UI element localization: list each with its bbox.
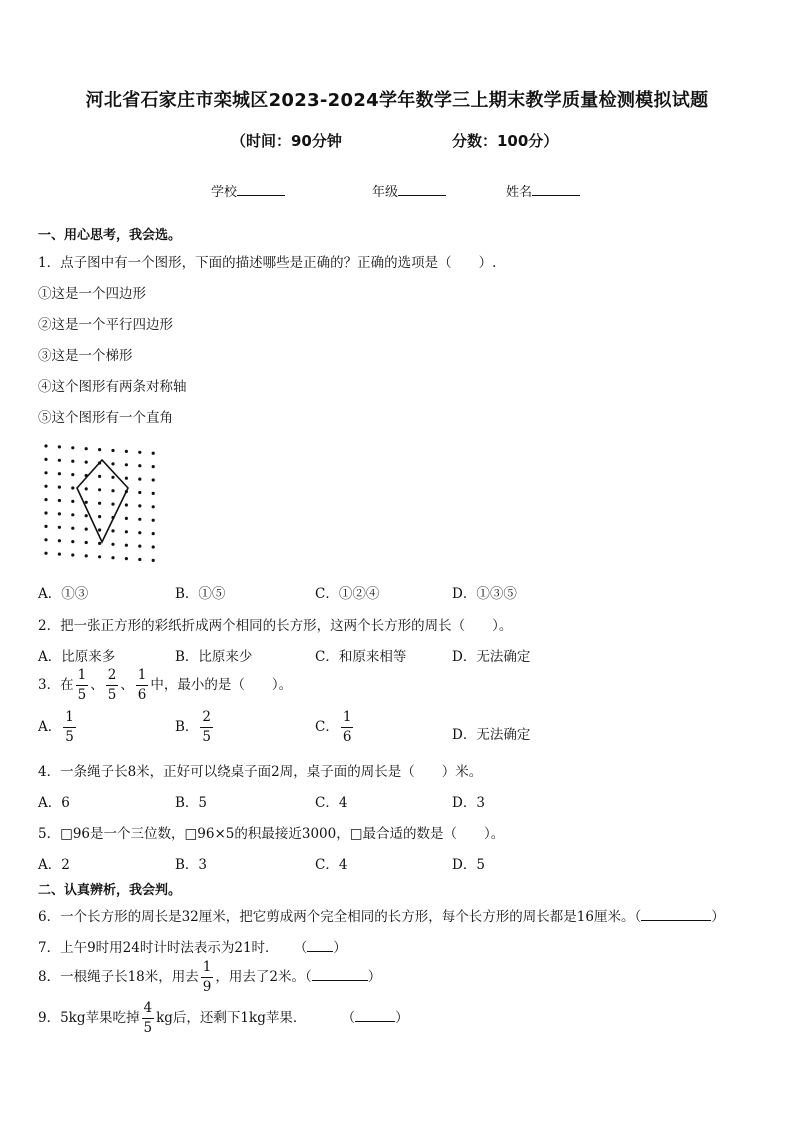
school-label: 学校 [211, 185, 238, 200]
q3-option-a-fraction: $\frac{1}{5}$ [65, 709, 74, 745]
grid-dot [58, 459, 61, 462]
q6-text: 6．一个长方形的周长是32厘米，把它剪成两个完全相同的长方形，每个长方形的周长都是16厘米。 [38, 909, 635, 925]
q1-option-c[interactable]: C．①②④ [315, 586, 380, 602]
grid-dot [85, 501, 88, 504]
q8-stem [38, 961, 381, 994]
grid-dot [44, 444, 47, 447]
q1-option-d[interactable]: D．①③⑤ [452, 586, 517, 602]
grid-dot [85, 447, 88, 450]
exam-time: （时间：90分钟 [231, 132, 342, 150]
grid-dot [138, 531, 141, 534]
q3-option-c-fraction: $\frac{1}{6}$ [342, 709, 352, 745]
grid-dot [71, 500, 74, 503]
grid-dot [98, 515, 101, 518]
grid-dot [71, 460, 74, 463]
grid-dot [58, 499, 61, 502]
grid-dot [85, 528, 88, 531]
q7-stem [38, 936, 347, 956]
grid-dot [125, 477, 128, 480]
grid-dot [44, 525, 47, 528]
grid-dot [44, 538, 47, 541]
q3-option-b[interactable] [175, 711, 215, 744]
q3-prefix: 3．在 [38, 677, 74, 693]
grid-dot [125, 450, 128, 453]
q9-fraction: $\frac{4}{5}$ [143, 1000, 153, 1036]
q9-stem [38, 1002, 409, 1035]
q1-statement-1: ①这是一个四边形 [38, 286, 146, 302]
section1-heading: 一、用心思考，我会选。 [38, 228, 182, 243]
q1-statement-2: ②这是一个平行四边形 [38, 317, 173, 333]
grid-dot [98, 542, 101, 545]
grid-dot [85, 487, 88, 490]
grid-dot [152, 505, 155, 508]
option-label: A． [38, 719, 62, 735]
grid-dot [111, 449, 114, 452]
q5-option-c[interactable]: C．4 [315, 857, 348, 873]
grid-dot [152, 492, 155, 495]
section2-heading: 二、认真辨析，我会判。 [38, 883, 182, 898]
q1-statement-4: ④这个图形有两条对称轴 [38, 379, 187, 395]
q3-option-d[interactable]: D．无法确定 [452, 727, 531, 743]
grid-dot [152, 559, 155, 562]
name-label: 姓名 [506, 185, 533, 200]
q1-option-b[interactable]: B．①⑤ [175, 586, 226, 602]
grid-dot [71, 553, 74, 556]
school-blank[interactable] [237, 183, 285, 196]
option-label: C． [315, 719, 339, 735]
grade-label: 年级 [372, 185, 399, 200]
q1-option-a[interactable]: A．①③ [38, 586, 89, 602]
name-blank[interactable] [532, 183, 580, 196]
q9-prefix: 9．5kg苹果吃掉 [38, 1010, 140, 1026]
grid-dot [44, 485, 47, 488]
q1-stem: 1．点子图中有一个图形，下面的描述哪些是正确的？正确的选项是（ ）. [38, 255, 497, 271]
separator: 、 [90, 677, 104, 693]
grid-dot [111, 489, 114, 492]
grid-dot [152, 478, 155, 481]
grid-dot [58, 526, 61, 529]
grid-dot [85, 514, 88, 517]
option-label: B． [175, 719, 199, 735]
grade-field[interactable] [372, 181, 446, 200]
grid-dot [58, 486, 61, 489]
q3-fraction-1: $\frac{1}{5}$ [77, 667, 87, 703]
grid-dot [152, 465, 155, 468]
q3-option-a[interactable] [38, 711, 78, 744]
grid-dot [111, 556, 114, 559]
grid-dot [44, 458, 47, 461]
q5-option-d[interactable]: D．5 [452, 857, 485, 873]
grid-dot [58, 553, 61, 556]
grid-dot [111, 529, 114, 532]
q8-answer-blank[interactable]: （ ） [304, 969, 382, 985]
separator: 、 [120, 677, 134, 693]
grid-dot [125, 517, 128, 520]
grid-dot [85, 541, 88, 544]
grid-dot [152, 532, 155, 535]
q3-option-c[interactable] [315, 711, 355, 744]
grade-blank[interactable] [398, 183, 446, 196]
q1-statement-5: ⑤这个图形有一个直角 [38, 410, 173, 426]
page-title: 河北省石家庄市栾城区2023-2024学年数学三上期末教学质量检测模拟试题 [85, 90, 709, 111]
grid-dot [85, 461, 88, 464]
grid-dot [138, 478, 141, 481]
q9-answer-blank[interactable]: （ ） [348, 1010, 409, 1026]
q2-option-c[interactable]: C．和原来相等 [315, 649, 407, 665]
q2-option-d[interactable]: D．无法确定 [452, 649, 531, 665]
q9-suffix: kg后，还剩下1kg苹果． [156, 1010, 307, 1026]
grid-dot [98, 475, 101, 478]
q3-fraction-3: $\frac{1}{6}$ [137, 667, 147, 703]
grid-dot [71, 486, 74, 489]
q6-stem [38, 905, 725, 925]
grid-dot [98, 528, 101, 531]
grid-dot [138, 451, 141, 454]
grid-dot [138, 464, 141, 467]
grid-dot [71, 540, 74, 543]
grid-dot [125, 530, 128, 533]
grid-dot [71, 527, 74, 530]
school-field[interactable] [211, 181, 285, 200]
grid-dot [138, 504, 141, 507]
q5-option-a[interactable]: A．2 [38, 857, 70, 873]
q8-suffix: ，用去了2米。 [215, 969, 305, 985]
q8-fraction: $\frac{1}{9}$ [202, 959, 212, 995]
q7-answer-blank[interactable]: （ ） [300, 940, 347, 956]
grid-dot [58, 512, 61, 515]
grid-dot [138, 491, 141, 494]
kite-shape [77, 460, 128, 542]
q4-option-d[interactable]: D．3 [452, 795, 485, 811]
grid-dot [125, 544, 128, 547]
grid-dot [44, 471, 47, 474]
grid-dot [152, 545, 155, 548]
q3-option-b-fraction: $\frac{2}{5}$ [202, 709, 212, 745]
q2-stem: 2．把一张正方形的彩纸折成两个相同的长方形，这两个长方形的周长（ ）。 [38, 618, 513, 634]
grid-dot [58, 472, 61, 475]
q3-stem [38, 669, 292, 702]
grid-dot [85, 554, 88, 557]
grid-dot [98, 555, 101, 558]
grid-dot [44, 498, 47, 501]
grid-dot [111, 543, 114, 546]
q2-option-b[interactable]: B．比原来少 [175, 649, 253, 665]
grid-dot [71, 513, 74, 516]
grid-dot [111, 462, 114, 465]
grid-dot [58, 445, 61, 448]
q4-option-b[interactable]: B．5 [175, 795, 208, 811]
q3-fraction-2: $\frac{2}{5}$ [107, 667, 117, 703]
grid-dot [125, 463, 128, 466]
q6-answer-blank[interactable]: （ ） [634, 909, 725, 925]
grid-dot [111, 476, 114, 479]
grid-dot [98, 502, 101, 505]
grid-dot [125, 557, 128, 560]
q4-option-a[interactable]: A．6 [38, 795, 70, 811]
grid-dot [98, 488, 101, 491]
dot-grid-figure [40, 440, 160, 565]
grid-dot [98, 448, 101, 451]
grid-dot [44, 552, 47, 555]
grid-dot [138, 545, 141, 548]
q8-prefix: 8．一根绳子长18米，用去 [38, 969, 199, 985]
grid-dot [44, 511, 47, 514]
q5-option-b[interactable]: B．3 [175, 857, 208, 873]
grid-dot [138, 518, 141, 521]
grid-dot [71, 446, 74, 449]
grid-dot [152, 519, 155, 522]
exam-score: 分数：100分） [452, 132, 559, 150]
grid-dot [71, 473, 74, 476]
name-field[interactable] [506, 181, 580, 200]
q5-stem: 5．□96是一个三位数，□96×5的积最接近3000，□最合适的数是（ ）。 [38, 826, 505, 842]
q4-option-c[interactable]: C．4 [315, 795, 348, 811]
grid-dot [58, 539, 61, 542]
grid-dot [111, 503, 114, 506]
grid-dot [152, 452, 155, 455]
q7-text: 7．上午9时用24时计时法表示为21时． [38, 940, 279, 956]
q3-suffix: 中，最小的是（ ）。 [150, 677, 293, 693]
q4-stem: 4．一条绳子长8米，正好可以绕桌子面2周，桌子面的周长是（ ）米。 [38, 764, 483, 780]
grid-dot [125, 503, 128, 506]
grid-dot [138, 558, 141, 561]
q2-option-a[interactable]: A．比原来多 [38, 649, 116, 665]
q1-statement-3: ③这是一个梯形 [38, 348, 133, 364]
